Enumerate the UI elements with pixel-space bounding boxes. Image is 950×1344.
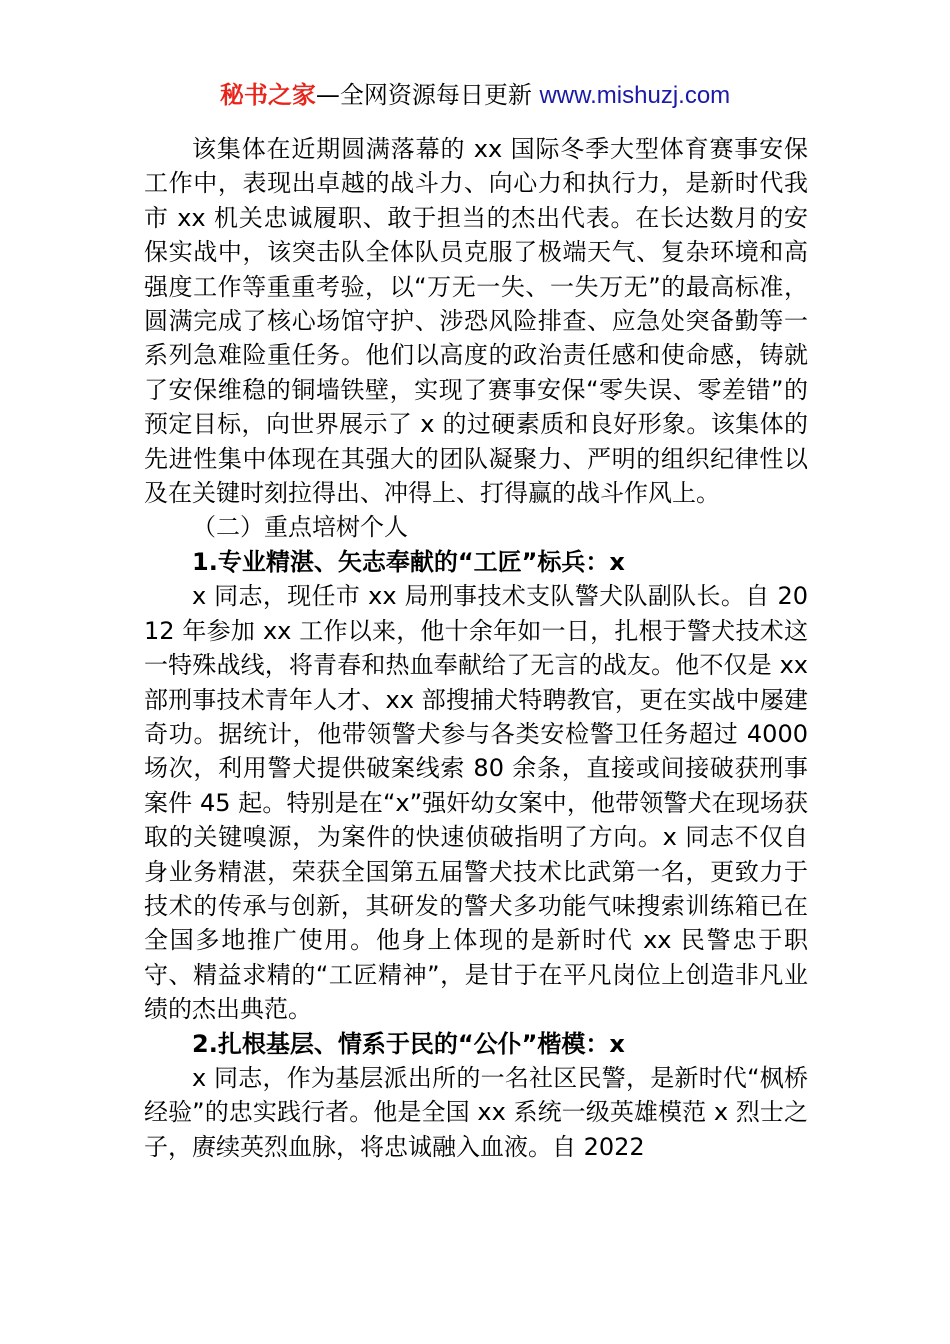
site-url-link[interactable]: www.mishuzj.com	[539, 82, 731, 109]
header-tagline: —全网资源每日更新	[315, 81, 532, 109]
section-heading-individuals: （二）重点培树个人	[192, 513, 408, 542]
brand-name: 秘书之家	[219, 81, 316, 109]
page-header	[0, 78, 950, 113]
item2-heading: 2.扎根基层、情系于民的“公仆”楷模：x	[192, 1029, 625, 1058]
paragraph-item2: x 同志，作为基层派出所的一名社区民警，是新时代“枫桥经验”的忠实践行者。他是全国 xx 系统一级英雄模范 x 烈士之子，赓续英烈血脉，将忠诚融入血液。自 2022	[144, 1063, 808, 1161]
paragraph-collective: 该集体在近期圆满落幕的 xx 国际冬季大型体育赛事安保工作中，表现出卓越的战斗力、向心力和执行力，是新时代我市 xx 机关忠诚履职、敢于担当的杰出代表。在长达数月的安保实战中，该突击队全体队员克服了极端天气、复杂环境和高强度工作等重重考验，以“万无一失、一失万无”的最高标准，圆满完成了核心场馆守护、涉恐风险排查、应急处突备勤等一系列急难险重任务。他们以高度的政治责任感和使命感，铸就了安保维稳的铜墙铁壁，实现了赛事安保“零失误、零差错”的预定目标，向世界展示了 x 的过硬素质和良好形象。该集体的先进性集中体现在其强大的团队凝聚力、严明的组织纪律性以及在关键时刻拉得出、冲得上、打得赢的战斗作风上。	[144, 135, 808, 508]
item1-heading: 1.专业精湛、矢志奉献的“工匠”标兵：x	[192, 547, 625, 576]
document-body	[144, 132, 808, 1164]
paragraph-item1: x 同志，现任市 xx 局刑事技术支队警犬队副队长。自 2012 年参加 xx 工作以来，他十余年如一日，扎根于警犬技术这一特殊战线，将青春和热血奉献给了无言的战友。他不仅是 xx 部刑事技术青年人才、xx 部搜捕犬特聘教官，更在实战中屡建奇功。据统计，他带领警犬参与各类安检警卫任务超过 4000 场次，利用警犬提供破案线索 80 余条，直接或间接破获刑事案件 45 起。特别是在“x”强奸幼女案中，他带领警犬在现场获取的关键嗅源，为案件的快速侦破指明了方向。x 同志不仅自身业务精湛，荣获全国第五届警犬技术比武第一名，更致力于技术的传承与创新，其研发的警犬多功能气味搜索训练箱已在全国多地推广使用。他身上体现的是新时代 xx 民警忠于职守、精益求精的“工匠精神”，是甘于在平凡岗位上创造非凡业绩的杰出典范。	[144, 582, 808, 1024]
